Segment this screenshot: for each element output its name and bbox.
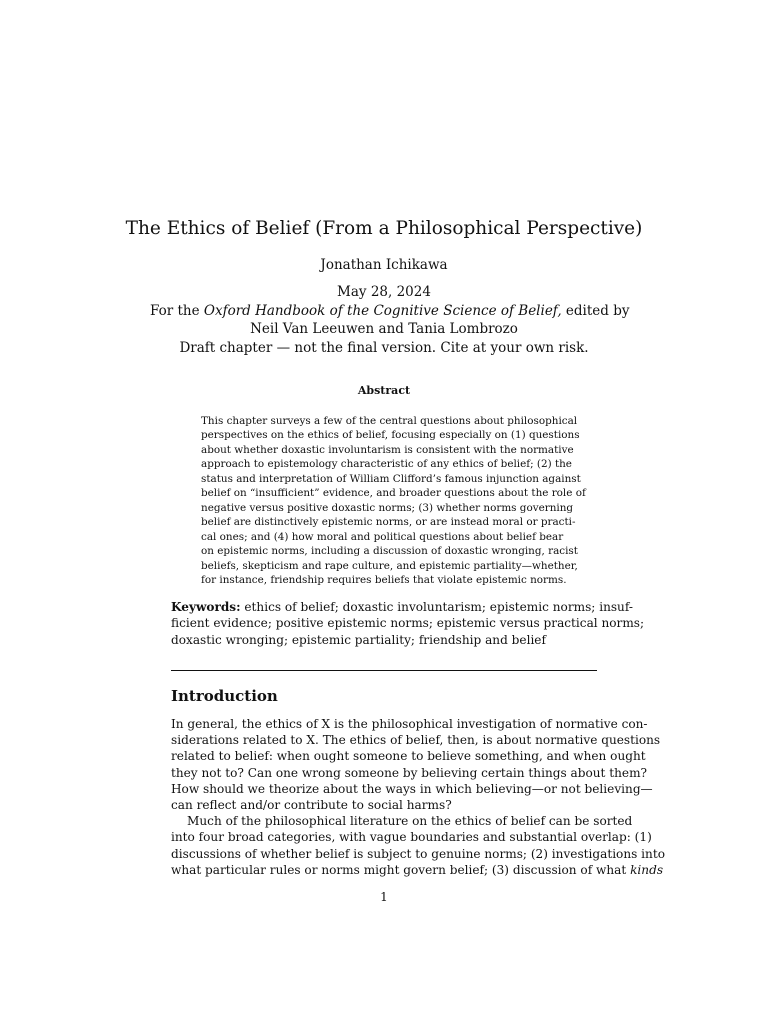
handbook-title: Oxford Handbook of the Cognitive Science of Belief, bbox=[203, 302, 562, 319]
abstract-line: belief are distinctively epistemic norms, or are instead moral or practi- bbox=[201, 516, 576, 529]
intro-line: into four broad categories, with vague boundaries and substantial overlap: (1) bbox=[171, 830, 652, 845]
abstract-line: about whether doxastic involuntarism is consistent with the normative bbox=[201, 443, 574, 456]
abstract-line: cal ones; and (4) how moral and political questions about belief bear bbox=[201, 530, 564, 543]
abstract-line: on epistemic norms, including a discussion of doxastic wronging, racist bbox=[201, 545, 578, 558]
page-number: 1 bbox=[380, 890, 388, 904]
intro-line: can reflect and/or contribute to social harms? bbox=[171, 798, 452, 813]
intro-line: they not to? Can one wrong someone by believing certain things about them? bbox=[171, 765, 648, 780]
section-divider bbox=[171, 670, 597, 671]
intro-line: siderations related to X. The ethics of belief, then, is about normative questions bbox=[171, 733, 661, 748]
introduction-heading: Introduction bbox=[171, 687, 278, 705]
intro-line: How should we theorize about the ways in which believing—or not believing— bbox=[171, 781, 653, 796]
abstract-line: perspectives on the ethics of belief, focusing especially on (1) questions bbox=[201, 429, 580, 442]
publication-note-prefix: For the bbox=[150, 302, 204, 319]
editors-line: Neil Van Leeuwen and Tania Lombrozo bbox=[250, 321, 518, 337]
intro-line: related to belief: when ought someone to believe something, and when ought bbox=[171, 749, 646, 764]
paper-date: May 28, 2024 bbox=[337, 284, 431, 300]
abstract-body bbox=[201, 414, 586, 587]
paper-metadata bbox=[150, 283, 630, 357]
abstract-line: belief on “insufficient” evidence, and broader questions about the role of bbox=[201, 487, 586, 500]
introduction-body bbox=[171, 716, 665, 878]
intro-line bbox=[171, 862, 664, 878]
keywords-line: ficient evidence; positive epistemic norms; epistemic versus practical norms; bbox=[171, 616, 645, 631]
publication-note bbox=[150, 302, 630, 321]
abstract-line: negative versus positive doxastic norms; (3) whether norms governing bbox=[201, 501, 574, 514]
abstract-line: beliefs, skepticism and rape culture, and epistemic partiality—whether, bbox=[201, 559, 578, 572]
intro-emphasis: kinds bbox=[630, 862, 664, 877]
keywords-label: Keywords: bbox=[171, 600, 241, 614]
intro-line: discussions of whether belief is subject to genuine norms; (2) investigations into bbox=[171, 846, 665, 861]
intro-line: In general, the ethics of X is the philosophical investigation of normative con- bbox=[171, 717, 648, 731]
abstract-line: approach to epistemology characteristic of any ethics of belief; (2) the bbox=[201, 458, 572, 471]
paper-author: Jonathan Ichikawa bbox=[320, 257, 448, 273]
keywords-line bbox=[171, 599, 633, 615]
keywords-block bbox=[171, 599, 645, 648]
keywords-line: doxastic wronging; epistemic partiality; friendship and belief bbox=[171, 632, 546, 647]
draft-note: Draft chapter — not the final version. Cite at your own risk. bbox=[179, 339, 589, 356]
keywords-text: ethics of belief; doxastic involuntarism; epistemic norms; insuf- bbox=[240, 600, 633, 614]
publication-note-suffix: edited by bbox=[561, 302, 630, 319]
intro-line: Much of the philosophical literature on the ethics of belief can be sorted bbox=[187, 814, 633, 829]
abstract-line: for instance, friendship requires beliefs that violate epistemic norms. bbox=[201, 573, 567, 586]
abstract-line: status and interpretation of William Clifford’s famous injunction against bbox=[201, 472, 581, 485]
intro-line-text: what particular rules or norms might govern belief; (3) discussion of what bbox=[171, 862, 631, 877]
abstract-heading: Abstract bbox=[357, 384, 411, 397]
abstract-line: This chapter surveys a few of the central questions about philosophical bbox=[201, 415, 578, 427]
paper-title: The Ethics of Belief (From a Philosophical Perspective) bbox=[125, 218, 643, 239]
